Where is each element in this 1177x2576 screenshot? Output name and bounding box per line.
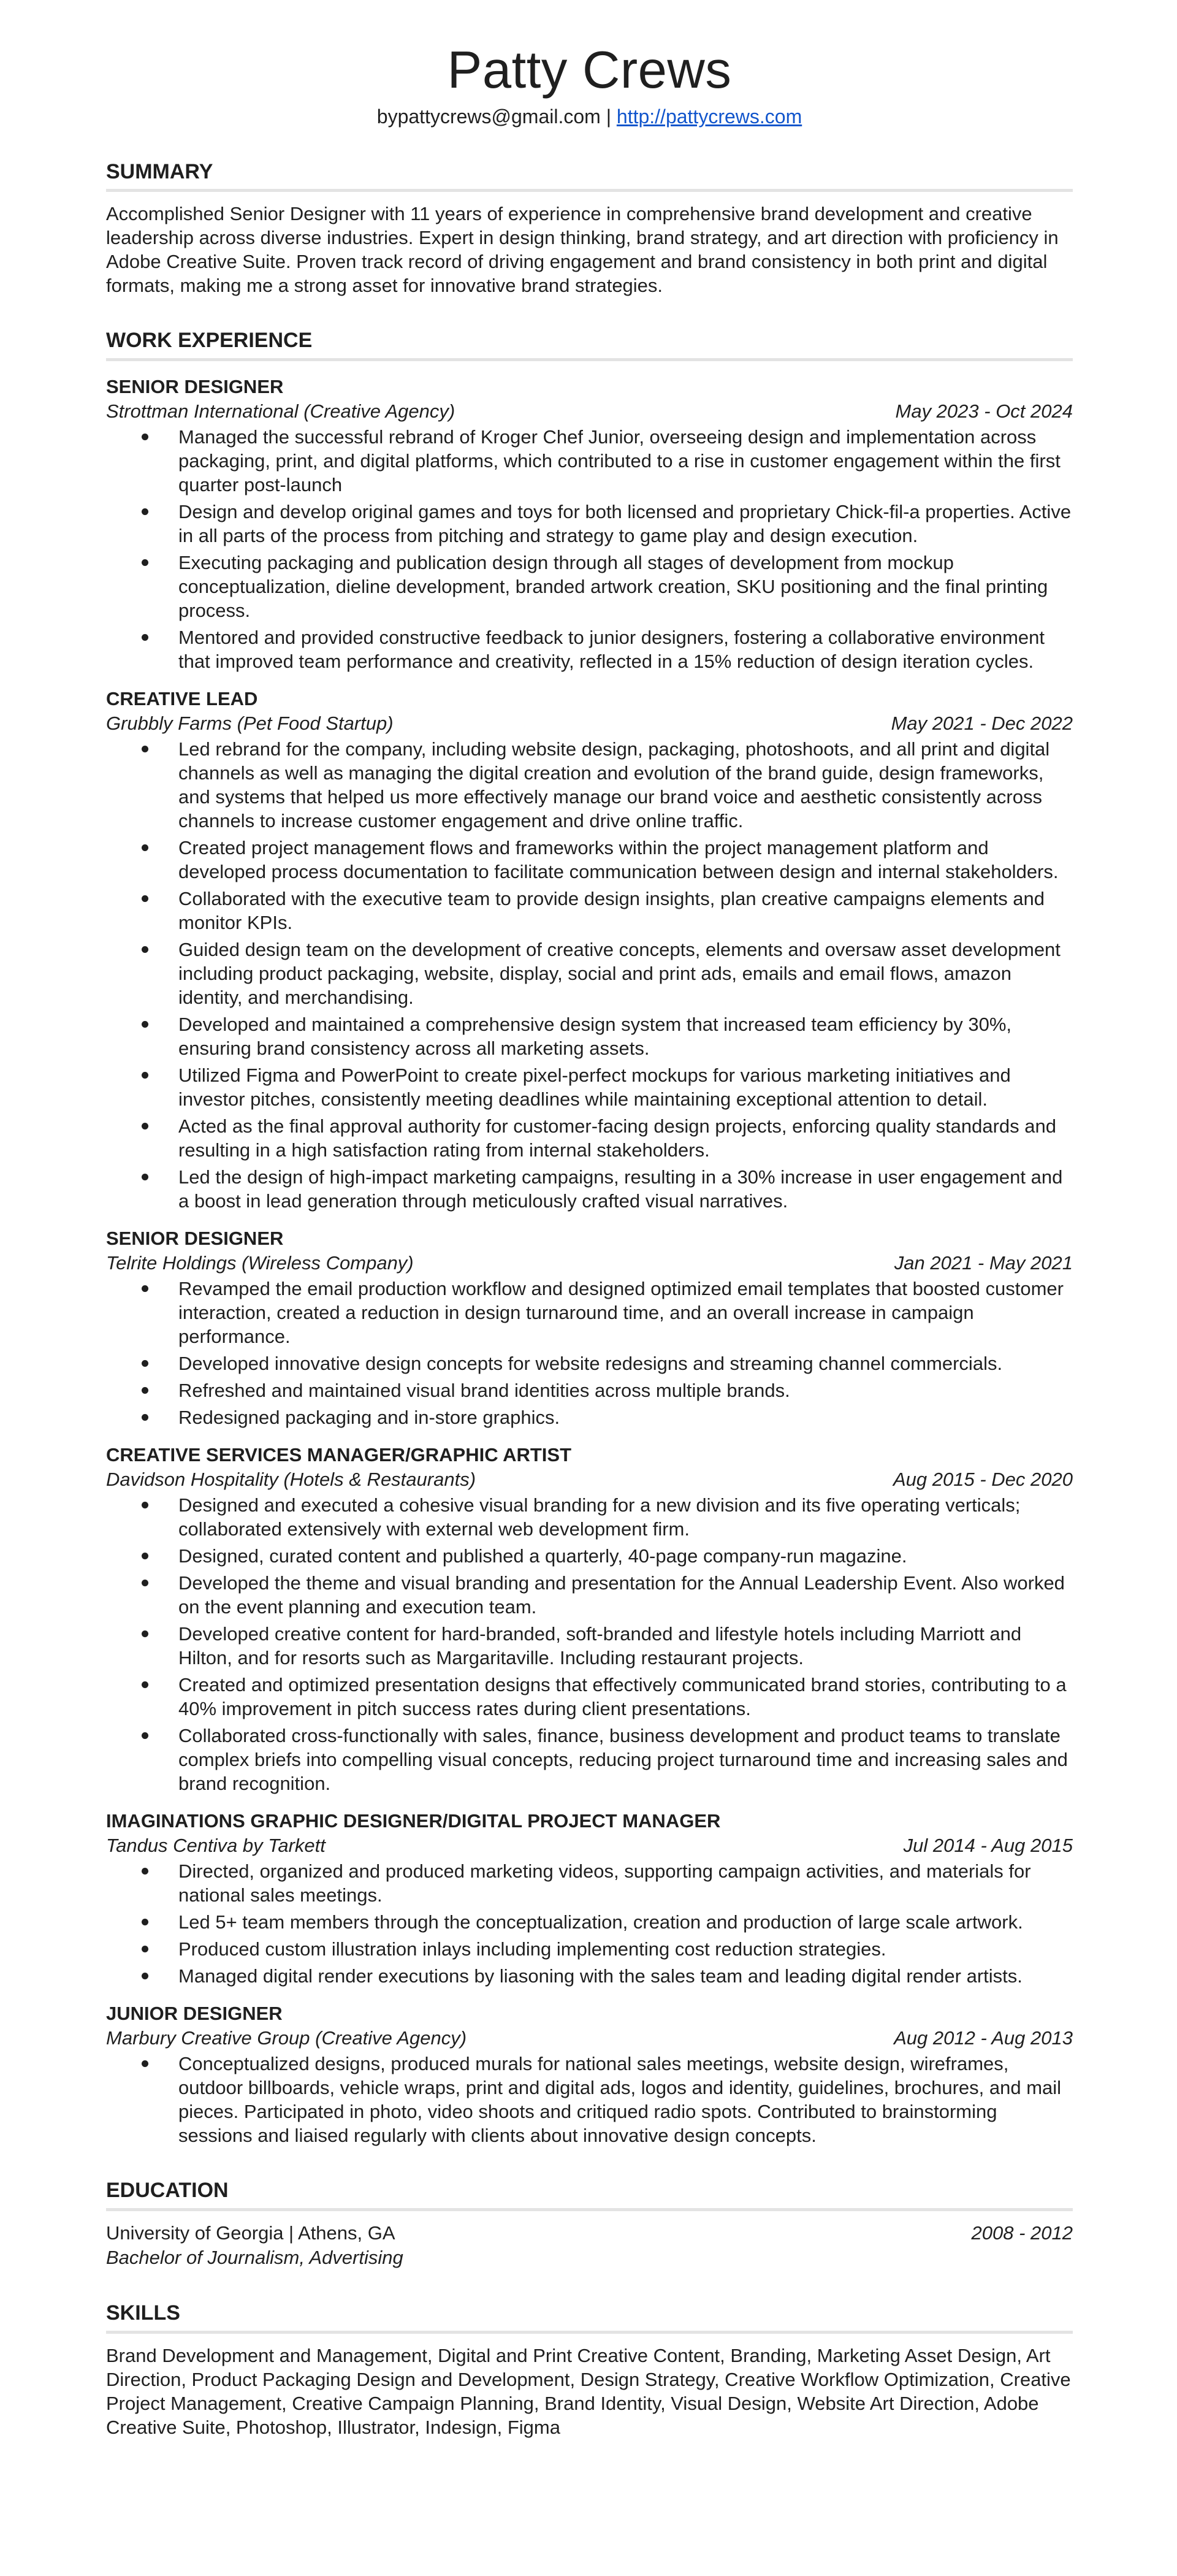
bullet-dot-icon — [142, 1414, 148, 1421]
education-heading: EDUCATION — [106, 2178, 1073, 2211]
summary-heading: SUMMARY — [106, 159, 1073, 193]
job-bullet-text: Directed, organized and produced marketing videos, supporting campaign activities, and materials for national sales meetings. — [178, 1860, 1031, 1906]
job-dates: Jul 2014 - Aug 2015 — [903, 1835, 1073, 1857]
job-dates: May 2021 - Dec 2022 — [891, 713, 1073, 735]
job-bullet-text: Design and develop original games and toys for both licensed and proprietary Chick-fil-a properties. Active in all parts of the process from pitching and strategy to game play and design execution. — [178, 501, 1072, 547]
job-dates: May 2023 - Oct 2024 — [895, 400, 1073, 422]
bullet-dot-icon — [142, 1919, 148, 1925]
job-dates: Jan 2021 - May 2021 — [894, 1252, 1073, 1274]
work-experience-list — [106, 375, 1073, 2147]
job-company: Tandus Centiva by Tarkett — [106, 1835, 326, 1857]
job-company-row — [106, 1833, 1073, 1858]
job-bullet — [178, 1378, 1073, 1402]
job-bullet-text: Developed the theme and visual branding and presentation for the Annual Leadership Event. Also worked on the event planning and execution team. — [178, 1572, 1065, 1618]
job-bullet — [178, 1012, 1073, 1060]
bullet-dot-icon — [142, 746, 148, 752]
job-bullet — [178, 551, 1073, 622]
job-bullet — [178, 1571, 1073, 1619]
job-bullet-text: Utilized Figma and PowerPoint to create pixel-perfect mockups for various marketing initiatives and investor pitches, consistently meeting deadlines while maintaining exceptional attention to detail. — [178, 1064, 1011, 1110]
job-bullet-text: Led 5+ team members through the conceptualization, creation and production of large scale artwork. — [178, 1911, 1023, 1933]
job-entry — [106, 1443, 1073, 1795]
job-entry — [106, 375, 1073, 673]
bullet-dot-icon — [142, 1868, 148, 1875]
work-experience-heading: WORK EXPERIENCE — [106, 328, 1073, 361]
job-bullet-text: Refreshed and maintained visual brand identities across multiple brands. — [178, 1380, 790, 1402]
job-company-row — [106, 711, 1073, 736]
job-bullet-text: Created and optimized presentation designs that effectively communicated brand stories, contributing to a 40% improvement in pitch success rates during client presentations. — [178, 1674, 1067, 1720]
job-title: CREATIVE SERVICES MANAGER/GRAPHIC ARTIST — [106, 1444, 572, 1466]
job-entry — [106, 1809, 1073, 1988]
bullet-dot-icon — [142, 1174, 148, 1180]
job-bullet — [178, 1937, 1073, 1961]
job-company: Strottman International (Creative Agency) — [106, 400, 455, 422]
job-entry — [106, 687, 1073, 1213]
bullet-dot-icon — [142, 1681, 148, 1688]
bullet-dot-icon — [142, 946, 148, 953]
job-company-row — [106, 1251, 1073, 1275]
school-name: University of Georgia | Athens, GA — [106, 2222, 395, 2244]
job-title: CREATIVE LEAD — [106, 688, 258, 710]
job-title: SENIOR DESIGNER — [106, 1228, 284, 1250]
job-bullet-text: Developed innovative design concepts for website redesigns and streaming channel commercials. — [178, 1353, 1003, 1375]
bullet-dot-icon — [142, 1021, 148, 1028]
job-bullet — [178, 425, 1073, 497]
job-company-row — [106, 399, 1073, 424]
website-link[interactable]: http://pattycrews.com — [616, 105, 802, 128]
education-row — [106, 2221, 1073, 2245]
job-bullet — [178, 1910, 1073, 1934]
degree-text: Bachelor of Journalism, Advertising — [106, 2247, 403, 2269]
bullet-dot-icon — [142, 895, 148, 902]
job-bullet-text: Managed the successful rebrand of Kroger Chef Junior, overseeing design and implementation across packaging, print, and digital platforms, which contributed to a rise in customer engagement within the first quarter post-launch — [178, 426, 1061, 496]
job-company-row — [106, 2026, 1073, 2050]
skills-text: Brand Development and Management, Digital and Print Creative Content, Branding, Marketing Asset Design, Art Direction, Product Packaging Design and Development, Design Strategy, Creative Workflow Optimization, Creative Project Management, Creative Campaign Planning, Brand Identity, Visual Design, Website Art Direction, Adobe Creative Suite, Photoshop, Illustrator, Indesign, Figma — [106, 2344, 1071, 2438]
job-bullet — [178, 1622, 1073, 1670]
job-bullet-text: Produced custom illustration inlays including implementing cost reduction strategies. — [178, 1938, 886, 1960]
job-bullet — [178, 500, 1073, 548]
email-text: bypattycrews@gmail.com — [376, 105, 601, 128]
bullet-dot-icon — [142, 1630, 148, 1637]
skills-heading: SKILLS — [106, 2301, 1073, 2334]
bullet-dot-icon — [142, 2060, 148, 2067]
job-bullet — [178, 737, 1073, 833]
job-bullet — [178, 1277, 1073, 1348]
contact-separator: | — [606, 105, 611, 128]
job-bullet-text: Collaborated with the executive team to provide design insights, plan creative campaigns elements and monitor KPIs. — [178, 888, 1045, 934]
job-bullet-text: Led the design of high-impact marketing campaigns, resulting in a 30% increase in user engagement and a boost in lead generation through meticulously crafted visual narratives. — [178, 1166, 1063, 1212]
education-dates: 2008 - 2012 — [971, 2222, 1073, 2244]
job-bullet-text: Collaborated cross-functionally with sales, finance, business development and product teams to translate complex briefs into compelling visual concepts, reducing project turnaround time and increasing sales and brand recognition. — [178, 1725, 1068, 1795]
job-bullet-list — [106, 425, 1073, 673]
job-bullet-list — [106, 1277, 1073, 1429]
job-bullet-text: Developed and maintained a comprehensive design system that increased team efficiency by 30%, ensuring brand consistency across all marketing assets. — [178, 1014, 1012, 1060]
job-bullet — [178, 1673, 1073, 1721]
job-bullet — [178, 1405, 1073, 1429]
job-bullet-text: Designed, curated content and published a quarterly, 40-page company-run magazine. — [178, 1545, 907, 1567]
job-bullet-text: Designed and executed a cohesive visual branding for a new division and its five operating verticals; collaborated extensively with external web development firm. — [178, 1494, 1021, 1540]
job-company: Marbury Creative Group (Creative Agency) — [106, 2027, 467, 2049]
bullet-dot-icon — [142, 1732, 148, 1739]
job-company-row — [106, 1467, 1073, 1492]
job-bullet-text: Led rebrand for the company, including website design, packaging, photoshoots, and all print and digital channels as well as managing the digital creation and evolution of the brand guide, design frameworks, and systems that helped us more effectively manage our brand voice and aesthetic consistently across channels to increase customer engagement and drive online traffic. — [178, 738, 1050, 832]
job-bullet — [178, 1063, 1073, 1111]
job-dates: Aug 2012 - Aug 2013 — [894, 2027, 1073, 2049]
job-bullet-text: Developed creative content for hard-branded, soft-branded and lifestyle hotels including Marriott and Hilton, and for resorts such as Margaritaville. Including restaurant projects. — [178, 1623, 1022, 1669]
job-bullet — [178, 1544, 1073, 1568]
job-bullet-text: Acted as the final approval authority for customer-facing design projects, enforcing quality standards and resulting in a high satisfaction rating from internal stakeholders. — [178, 1115, 1056, 1161]
job-dates: Aug 2015 - Dec 2020 — [893, 1469, 1073, 1491]
bullet-dot-icon — [142, 1072, 148, 1079]
job-bullet — [178, 2052, 1073, 2147]
job-bullet — [178, 625, 1073, 673]
job-bullet-list — [106, 1859, 1073, 1988]
job-bullet — [178, 1859, 1073, 1907]
bullet-dot-icon — [142, 1946, 148, 1952]
bullet-dot-icon — [142, 1580, 148, 1586]
job-bullet — [178, 1351, 1073, 1375]
job-bullet-text: Redesigned packaging and in-store graphics. — [178, 1407, 560, 1429]
bullet-dot-icon — [142, 1285, 148, 1292]
bullet-dot-icon — [142, 844, 148, 851]
job-bullet-text: Mentored and provided constructive feedback to junior designers, fostering a collaborative environment that improved team performance and creativity, reflected in a 15% reduction of design iteration cycles. — [178, 627, 1045, 673]
bullet-dot-icon — [142, 1123, 148, 1129]
bullet-dot-icon — [142, 1387, 148, 1394]
job-bullet — [178, 938, 1073, 1009]
bullet-dot-icon — [142, 1360, 148, 1367]
job-entry — [106, 1226, 1073, 1429]
job-bullet-text: Conceptualized designs, produced murals for national sales meetings, website design, wireframes, outdoor billboards, vehicle wraps, print and digital ads, logos and identity, guidelines, brochures, and mail pieces. Participated in photo, video shoots and critiqued radio spots. Contributed to brainstorming sessions and liaised regularly with clients about innovative design concepts. — [178, 2053, 1062, 2147]
job-title: SENIOR DESIGNER — [106, 376, 284, 398]
job-company: Telrite Holdings (Wireless Company) — [106, 1252, 414, 1274]
summary-text: Accomplished Senior Designer with 11 years of experience in comprehensive brand development and creative leadership across diverse industries. Expert in design thinking, brand strategy, and art direction with proficiency in Adobe Creative Suite. Proven track record of driving engagement and brand consistency in both print and digital formats, making me a strong asset for innovative brand strategies. — [106, 203, 1059, 297]
bullet-dot-icon — [142, 508, 148, 515]
candidate-name: Patty Crews — [447, 41, 732, 99]
bullet-dot-icon — [142, 559, 148, 566]
job-title: IMAGINATIONS GRAPHIC DESIGNER/DIGITAL PROJECT MANAGER — [106, 1810, 721, 1832]
job-bullet-text: Executing packaging and publication design through all stages of development from mockup conceptualization, dieline development, branded artwork creation, SKU positioning and the final printing process. — [178, 552, 1048, 622]
job-bullet — [178, 1165, 1073, 1213]
job-bullet-text: Managed digital render executions by liasoning with the sales team and leading digital render artists. — [178, 1965, 1023, 1987]
bullet-dot-icon — [142, 1502, 148, 1508]
job-company: Grubbly Farms (Pet Food Startup) — [106, 713, 394, 735]
bullet-dot-icon — [142, 1973, 148, 1979]
job-company: Davidson Hospitality (Hotels & Restaurants) — [106, 1469, 476, 1491]
job-bullet — [178, 887, 1073, 934]
contact-line — [106, 105, 1073, 128]
bullet-dot-icon — [142, 634, 148, 641]
job-bullet — [178, 1964, 1073, 1988]
job-bullet-text: Guided design team on the development of creative concepts, elements and oversaw asset development including product packaging, website, display, social and print ads, emails and email flows, amazon identity, and merchandising. — [178, 939, 1061, 1009]
job-bullet-list — [106, 1493, 1073, 1795]
job-bullet-list — [106, 2052, 1073, 2147]
job-bullet — [178, 1493, 1073, 1541]
job-title: JUNIOR DESIGNER — [106, 2003, 283, 2025]
bullet-dot-icon — [142, 1553, 148, 1559]
bullet-dot-icon — [142, 434, 148, 440]
job-entry — [106, 2001, 1073, 2147]
job-bullet — [178, 1724, 1073, 1795]
job-bullet-text: Revamped the email production workflow and designed optimized email templates that boosted customer interaction, created a reduction in design turnaround time, and an overall increase in campaign performance. — [178, 1278, 1064, 1348]
job-bullet-text: Created project management flows and frameworks within the project management platform and developed process documentation to facilitate communication between design and internal stakeholders. — [178, 837, 1059, 883]
job-bullet — [178, 1114, 1073, 1162]
job-bullet — [178, 836, 1073, 884]
job-bullet-list — [106, 737, 1073, 1213]
